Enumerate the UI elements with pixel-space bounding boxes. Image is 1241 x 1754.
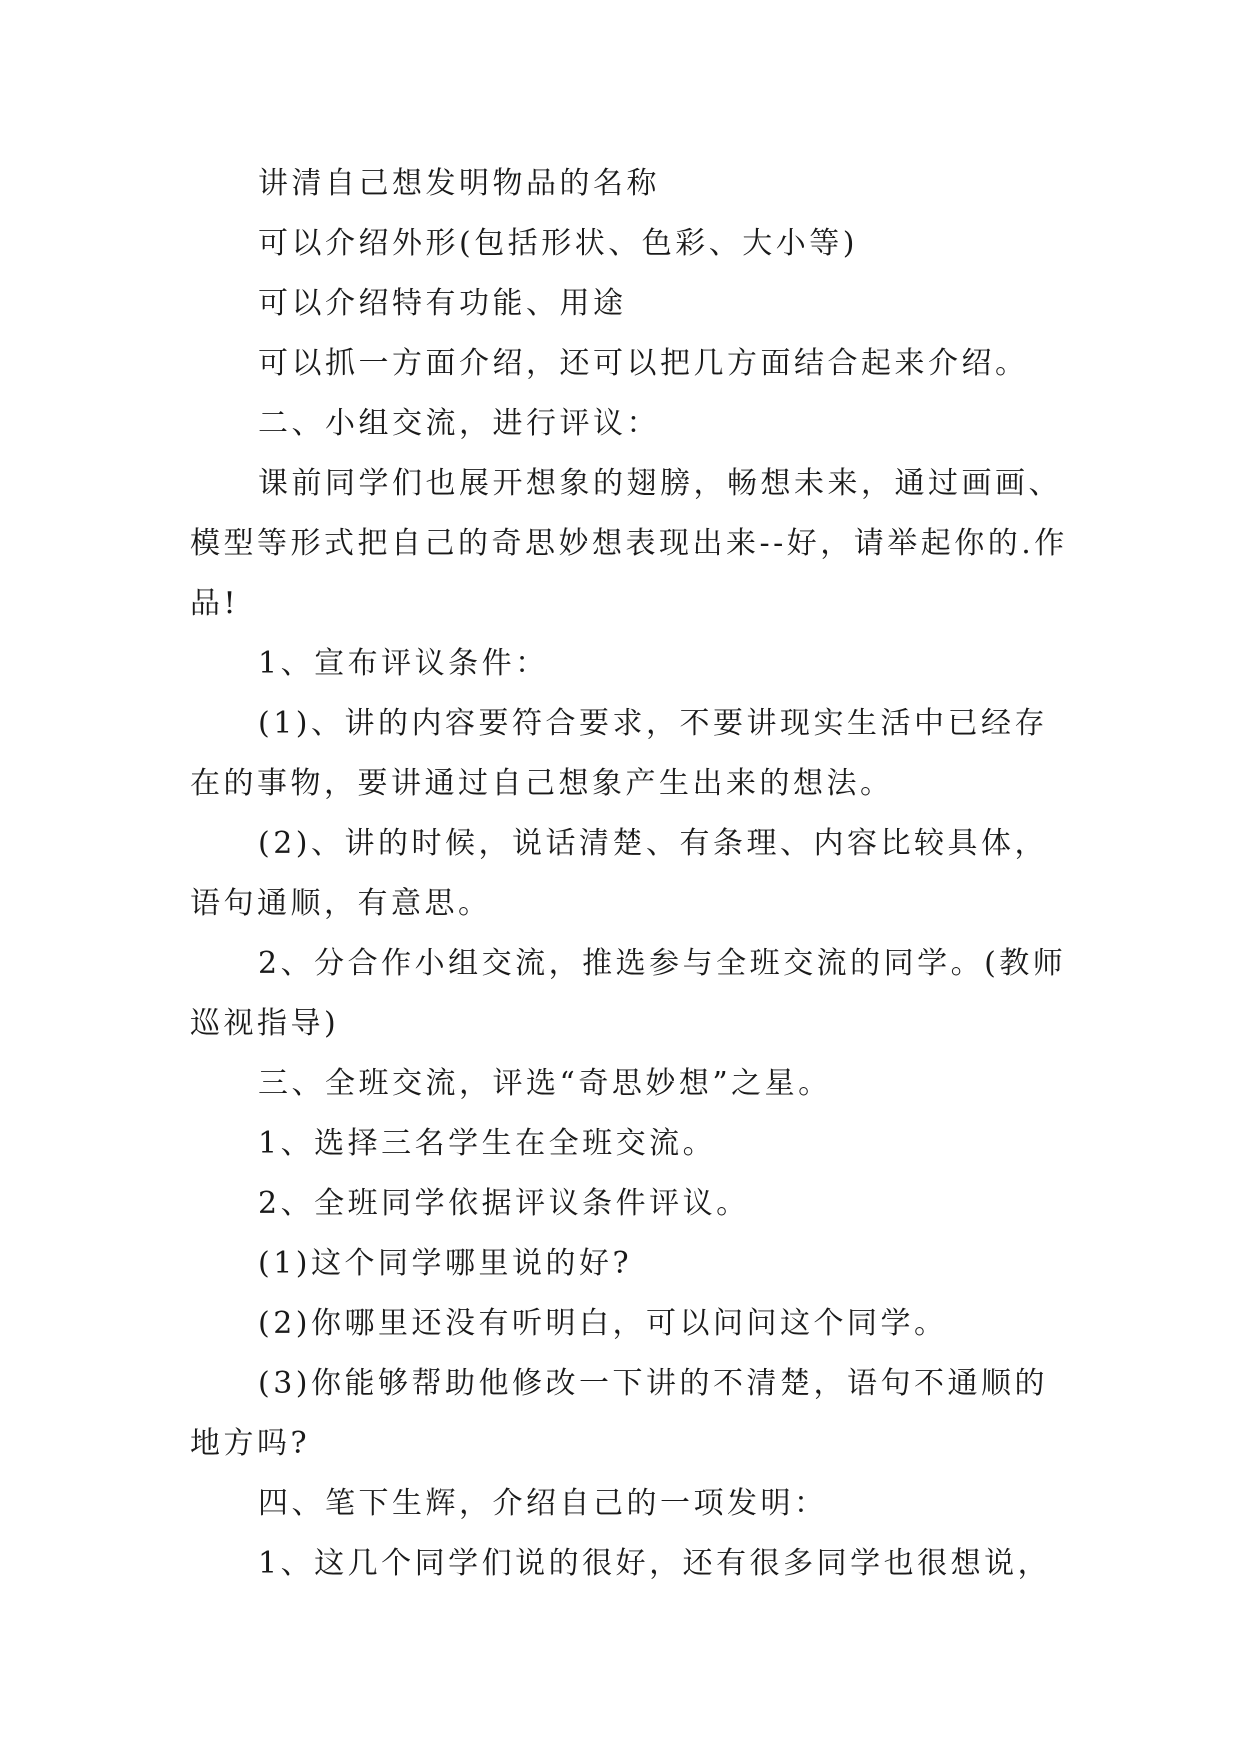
paragraph-question-3: (3)你能够帮助他修改一下讲的不清楚，语句不通顺的地方吗? [190, 1366, 1048, 1461]
paragraph-item-name: 讲清自己想发明物品的名称 [258, 166, 660, 201]
document-page [190, 154, 1070, 1594]
paragraph-class-review: 2、全班同学依据评议条件评议。 [258, 1186, 750, 1221]
paragraph-question-1: (1)这个同学哪里说的好? [258, 1246, 633, 1281]
section-heading-group-exchange: 二、小组交流，进行评议： [258, 406, 660, 441]
paragraph-criteria-1: (1)、讲的内容要符合要求，不要讲现实生活中已经存在的事物，要讲通过自己想象产生出来的想法。 [190, 706, 1048, 801]
paragraph-appearance: 可以介绍外形(包括形状、色彩、大小等) [258, 226, 858, 261]
section-heading-class-exchange: 三、全班交流，评选“奇思妙想”之星。 [258, 1066, 832, 1101]
paragraph-function: 可以介绍特有功能、用途 [258, 286, 627, 321]
paragraph-group-select: 2、分合作小组交流，推选参与全班交流的同学。(教师巡视指导) [190, 946, 1067, 1041]
paragraph-combine: 可以抓一方面介绍，还可以把几方面结合起来介绍。 [258, 346, 1029, 381]
paragraph-announce-criteria: 1、宣布评议条件： [258, 646, 549, 681]
section-heading-writing: 四、笔下生辉，介绍自己的一项发明： [258, 1486, 828, 1521]
paragraph-criteria-2: (2)、讲的时候，说话清楚、有条理、内容比较具体，语句通顺，有意思。 [190, 826, 1048, 921]
paragraph-students-said: 1、这几个同学们说的很好，还有很多同学也很想说， [258, 1546, 1052, 1581]
paragraph-question-2: (2)你哪里还没有听明白，可以问问这个同学。 [258, 1306, 948, 1341]
paragraph-preclass-works: 课前同学们也展开想象的翅膀，畅想未来，通过画画、模型等形式把自己的奇思妙想表现出来--好，请举起你的.作品! [190, 466, 1068, 621]
paragraph-choose-students: 1、选择三名学生在全班交流。 [258, 1126, 717, 1161]
